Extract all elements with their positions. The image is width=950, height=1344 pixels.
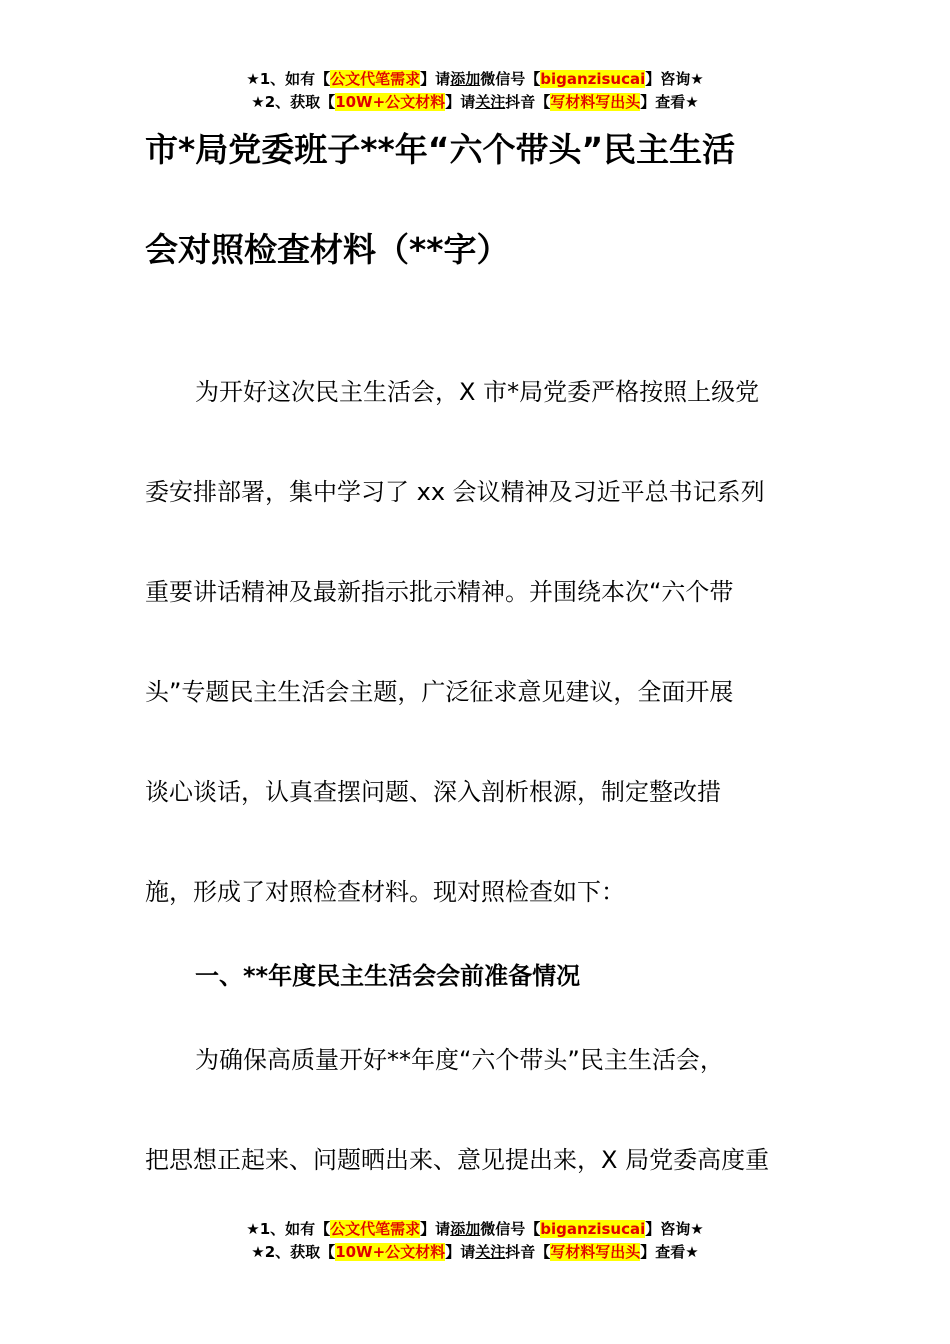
highlight-service: 公文代笔需求 <box>330 1220 421 1238</box>
highlight-wechat-id: biganzisucai <box>540 70 646 88</box>
body-line: 为确保高质量开好**年度“六个带头”民主生活会， <box>195 1046 724 1074</box>
document-title-line-1: 市*局党委班子**年“六个带头”民主生活 <box>145 130 736 169</box>
section-heading: 一、**年度民主生活会会前准备情况 <box>195 962 581 990</box>
top-banner <box>0 68 950 114</box>
banner-line-1: ★1、如有【公文代笔需求】请添加微信号【biganzisucai】咨询★ <box>246 70 704 88</box>
body-line: 头”专题民主生活会主题，广泛征求意见建议，全面开展 <box>145 678 734 706</box>
highlight-douyin: 写材料写出头 <box>550 93 641 111</box>
body-line: 重要讲话精神及最新指示批示精神。并围绕本次“六个带 <box>145 578 734 606</box>
banner-line-2: ★2、获取【10W+公文材料】请关注抖音【写材料写出头】查看★ <box>251 93 699 111</box>
highlight-materials: 10W+公文材料 <box>335 93 446 111</box>
body-line: 为开好这次民主生活会，X 市*局党委严格按照上级党 <box>195 378 760 406</box>
body-line: 谈心谈话，认真查摆问题、深入剖析根源，制定整改措 <box>145 778 721 806</box>
highlight-wechat-id: biganzisucai <box>540 1220 646 1238</box>
highlight-materials: 10W+公文材料 <box>335 1243 446 1261</box>
highlight-service: 公文代笔需求 <box>330 70 421 88</box>
banner-line-2: ★2、获取【10W+公文材料】请关注抖音【写材料写出头】查看★ <box>251 1243 699 1261</box>
document-title-line-2: 会对照检查材料（**字） <box>145 230 510 269</box>
body-line: 把思想正起来、问题晒出来、意见提出来，X 局党委高度重 <box>145 1146 770 1174</box>
body-line: 委安排部署，集中学习了 xx 会议精神及习近平总书记系列 <box>145 478 765 506</box>
highlight-douyin: 写材料写出头 <box>550 1243 641 1261</box>
banner-line-1: ★1、如有【公文代笔需求】请添加微信号【biganzisucai】咨询★ <box>246 1220 704 1238</box>
bottom-banner <box>0 1218 950 1264</box>
body-line: 施，形成了对照检查材料。现对照检查如下： <box>145 878 625 906</box>
